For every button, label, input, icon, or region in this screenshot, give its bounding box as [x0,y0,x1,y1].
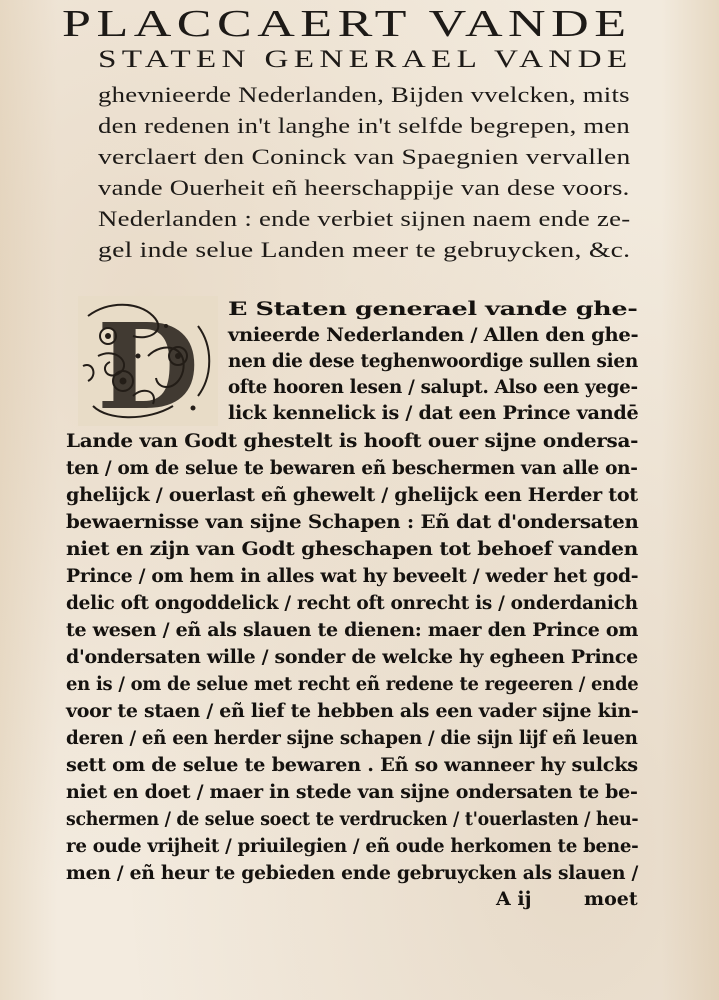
decorated-initial-d [78,296,218,426]
body-line: deren / eñ een herder sijne schapen / die sijn lijf eñ leuen [66,727,638,749]
body-line: lick kennelick is / dat een Prince vandē [228,402,639,424]
body-line: te wesen / eñ als slauen te dienen: maer den Prince om [66,619,639,641]
body-line: men / eñ heur te gebieden ende gebruycken als slauen / [66,862,639,884]
body-line: sett om de selue te bewaren . Eñ so wanneer hy sulcks [66,754,638,776]
title-line-7: Nederlanden : ende verbiet sijnen naem ende ze- [98,206,631,231]
body-line: voor te staen / eñ lief te hebben als een vader sijne kin- [66,700,639,722]
title-line-3: ghevnieerde Nederlanden, Bijden vvelcken, mits [98,82,630,107]
body-line: d'ondersaten wille / sonder de welcke hy egheen Prince [66,646,638,668]
body-line: ten / om de selue te bewaren eñ beschermen van alle on- [66,457,638,479]
body-line: en is / om de selue met recht eñ redene te regeeren / ende [66,673,639,695]
title-line-6: vande Ouerheit eñ heerschappije van dese voors. [98,175,630,200]
title-line-8: gel inde selue Landen meer te gebruycken, &c. [98,237,631,262]
body-line: ghelijck / ouerlast eñ ghewelt / ghelijck een Herder tot [66,484,638,506]
body-line: Prince / om hem in alles wat hy beveelt / weder het god- [66,565,639,587]
body-line: re oude vrijheit / priuilegien / eñ oude herkomen te bene- [66,835,639,857]
body-line: vnieerde Nederlanden / Allen den ghe- [228,324,639,346]
title-line-2: STATEN GENERAEL VANDE [98,46,633,73]
body-line: ofte hooren lesen / salupt. Also een yege- [228,376,638,398]
body-line: nen die dese teghenwoordige sullen sien [228,350,638,372]
catchword: moet [584,888,638,910]
title-line-4: den redenen in't langhe in't selfde begrepen, men [98,113,630,138]
body-line: E Staten generael vande ghe- [228,298,638,320]
body-line: bewaernisse van sijne Schapen : Eñ dat d'ondersaten [66,511,639,533]
body-line: niet en zijn van Godt gheschapen tot behoef vanden [66,538,639,560]
signature-mark: A ij [496,888,532,910]
body-line: Lande van Godt ghestelt is hooft ouer sijne ondersa- [66,430,639,452]
body-line: schermen / de selue soect te verdrucken / t'ouerlasten / heu- [66,808,639,830]
title-line-5: verclaert den Coninck van Spaegnien vervallen [98,144,631,169]
body-line: delic oft ongoddelick / recht oft onrecht is / onderdanich [66,592,638,614]
initial-glyph: D [96,297,200,426]
title-line-1: PLACCAERT VANDE [62,3,632,45]
body-line: niet en doet / maer in stede van sijne ondersaten te be- [66,781,638,803]
